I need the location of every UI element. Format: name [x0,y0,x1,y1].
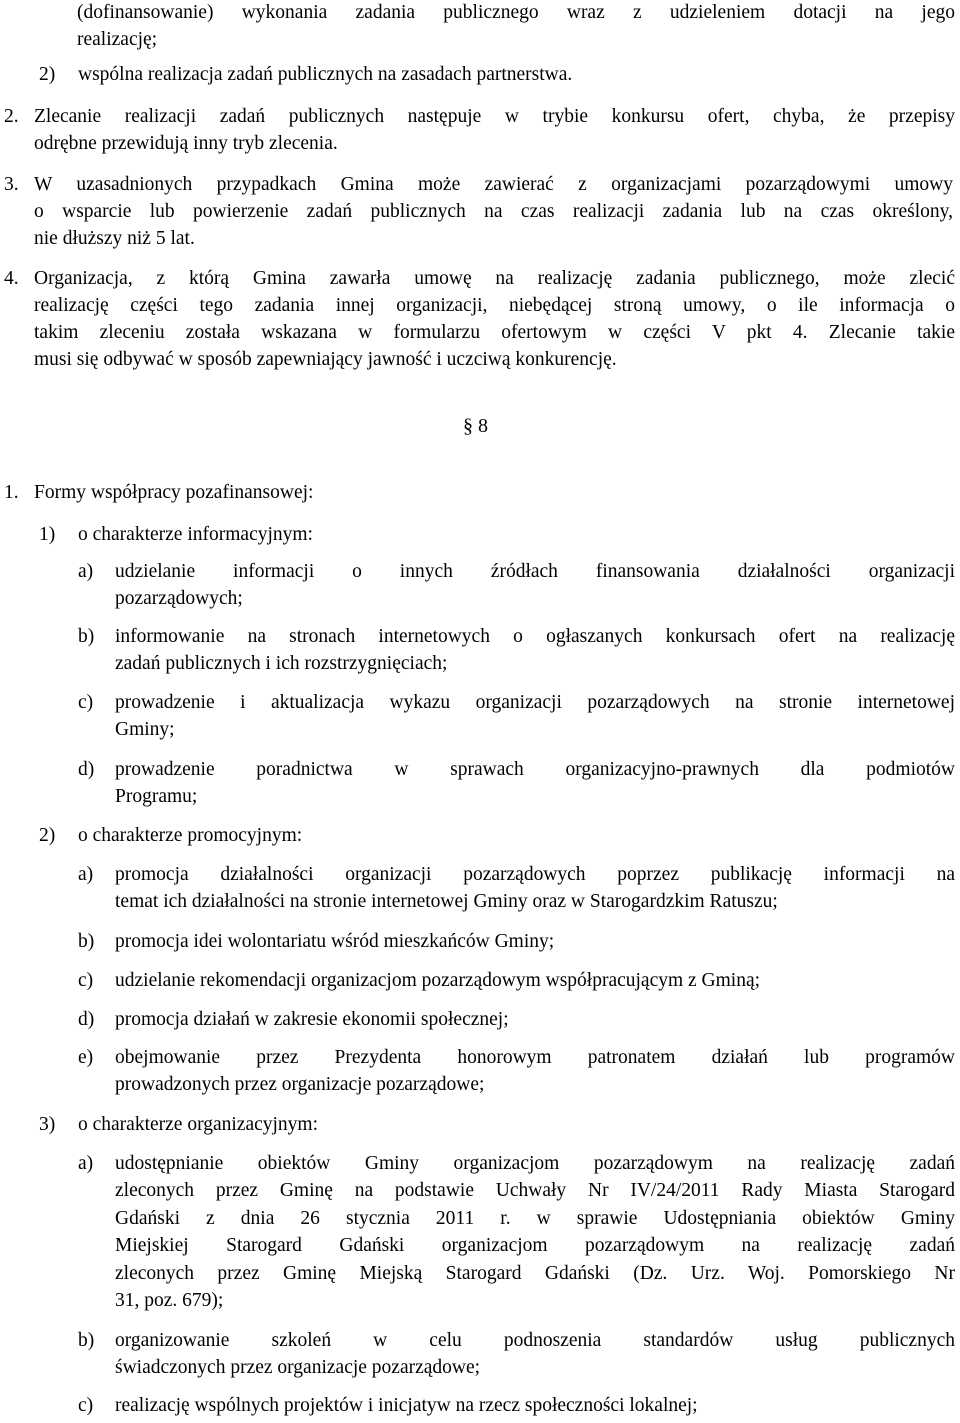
section-title: Formy współpracy pozafinansowej: [34,482,314,503]
paragraph-line: W uzasadnionych przypadkach Gmina może zawierać z organizacjami pozarządowymi umowy [34,174,953,195]
list-item-letter: a) [78,561,94,582]
list-item-line: udzielanie informacji o innych źródłach finansowania działalności organizacji [115,561,955,582]
list-item-line: świadczonych przez organizacje pozarządowe; [115,1357,481,1378]
list-item-line: Gdański z dnia 26 stycznia 2011 r. w sprawie Udostępniania obiektów Gminy [115,1208,955,1229]
list-item-line: udostępnianie obiektów Gminy organizacjom pozarządowym na realizację zadań [115,1153,955,1174]
list-item-line: pozarządowych; [115,588,243,609]
list-item-letter: a) [78,864,94,885]
paragraph-number: 1. [4,482,19,503]
item-number: 2) [39,64,56,85]
list-item-letter: d) [78,1009,95,1030]
list-item-line: zleconych przez Gminę na podstawie Uchwały Nr IV/24/2011 Rady Miasta Starogard [115,1180,955,1201]
group-title: o charakterze promocyjnym: [78,825,303,846]
list-item-line: prowadzenie poradnictwa w sprawach organizacyjno-prawnych dla podmiotów [115,759,955,780]
paragraph-number: 3. [4,174,19,195]
list-item-line: promocja idei wolontariatu wśród mieszkańców Gminy; [115,931,555,952]
list-item-line: 31, poz. 679); [115,1290,224,1311]
paragraph-line: Organizacja, z którą Gmina zawarła umowę na realizację zadania publicznego, może zlecić [34,268,955,289]
group-title: o charakterze organizacyjnym: [78,1114,319,1135]
group-number: 3) [39,1114,56,1135]
continuation-line: (dofinansowanie) wykonania zadania publicznego wraz z udzieleniem dotacji na jego [77,2,955,23]
list-item-letter: c) [78,970,94,991]
section-heading: § 8 [463,415,488,437]
list-item-letter: b) [78,626,95,647]
list-item-line: zadań publicznych i ich rozstrzygnięciach; [115,653,448,674]
list-item-letter: c) [78,692,94,713]
list-item-line: promocja działalności organizacji pozarządowych poprzez publikację informacji na [115,864,955,885]
group-number: 1) [39,524,56,545]
list-item-line: zleconych przez Gminę Miejską Starogard Gdański (Dz. Urz. Woj. Pomorskiego Nr [115,1263,955,1284]
list-item-letter: c) [78,1395,94,1416]
list-item-line: Gminy; [115,719,175,740]
list-item-letter: d) [78,759,95,780]
paragraph-line: Zlecanie realizacji zadań publicznych następuje w trybie konkursu ofert, chyba, że przepisy [34,106,955,127]
list-item-letter: e) [78,1047,94,1068]
list-item-line: organizowanie szkoleń w celu podnoszenia standardów usług publicznych [115,1330,955,1351]
paragraph-line: takim zleceniu została wskazana w formularzu ofertowym w części V pkt 4. Zlecanie takie [34,322,955,343]
list-item-line: prowadzonych przez organizacje pozarządowe; [115,1074,485,1095]
list-item-line: informowanie na stronach internetowych o ogłaszanych konkursach ofert na realizację [115,626,955,647]
list-item-line: realizację wspólnych projektów i inicjatyw na rzecz społeczności lokalnej; [115,1395,698,1416]
list-item-line: Miejskiej Starogard Gdański organizacjom pozarządowym na realizację zadań [115,1235,955,1256]
list-item-line: Programu; [115,786,198,807]
paragraph-number: 4. [4,268,19,289]
item-text: wspólna realizacja zadań publicznych na zasadach partnerstwa. [78,64,573,85]
list-item-line: temat ich działalności na stronie internetowej Gminy oraz w Starogardzkim Ratuszu; [115,891,778,912]
group-title: o charakterze informacyjnym: [78,524,313,545]
paragraph-number: 2. [4,106,19,127]
paragraph-line: realizację części tego zadania innej organizacji, niebędącej stroną umowy, o ile informacja o [34,295,955,316]
list-item-letter: b) [78,1330,95,1351]
paragraph-line: musi się odbywać w sposób zapewniający jawność i uczciwą konkurencję. [34,349,617,370]
list-item-line: promocja działań w zakresie ekonomii społecznej; [115,1009,509,1030]
paragraph-line: o wsparcie lub powierzenie zadań publicznych na czas realizacji zadania lub na czas określony, [34,201,953,222]
list-item-letter: a) [78,1153,94,1174]
list-item-letter: b) [78,931,95,952]
list-item-line: obejmowanie przez Prezydenta honorowym patronatem działań lub programów [115,1047,955,1068]
list-item-line: prowadzenie i aktualizacja wykazu organizacji pozarządowych na stronie internetowej [115,692,955,713]
list-item-line: udzielanie rekomendacji organizacjom pozarządowym współpracującym z Gminą; [115,970,761,991]
paragraph-line: nie dłuższy niż 5 lat. [34,228,195,249]
group-number: 2) [39,825,56,846]
continuation-line: realizację; [77,29,158,50]
paragraph-line: odrębne przewidują inny tryb zlecenia. [34,133,338,154]
